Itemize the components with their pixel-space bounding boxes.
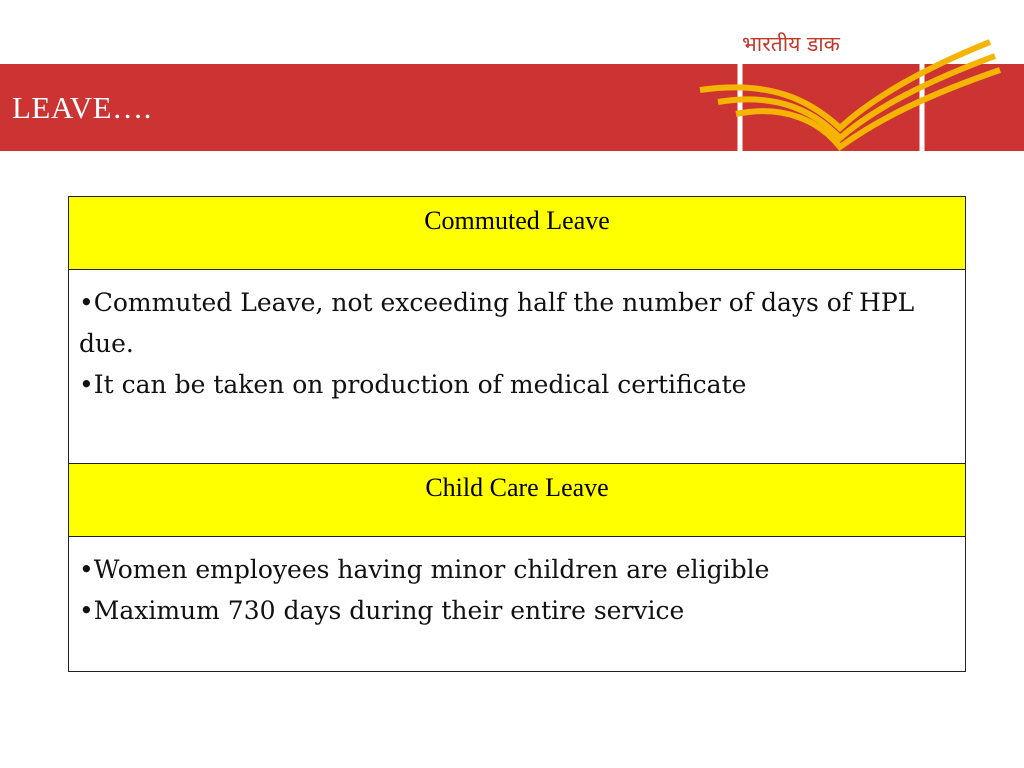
section-heading: Child Care Leave — [425, 473, 609, 502]
leave-table — [68, 196, 966, 672]
table-body-row — [69, 537, 966, 672]
header-cell — [69, 464, 966, 537]
table-body-row — [69, 270, 966, 464]
bullet-item: •Maximum 730 days during their entire service — [79, 596, 685, 625]
table-header-row — [69, 197, 966, 270]
logo-text: भारतीय डाक — [742, 32, 840, 56]
header-cell — [69, 197, 966, 270]
body-cell — [69, 270, 966, 464]
bullet-item: •Women employees having minor children are eligible — [79, 555, 770, 584]
slide-title: LEAVE…. — [12, 90, 152, 125]
body-cell — [69, 537, 966, 672]
india-post-logo-icon — [690, 30, 1010, 152]
table-header-row — [69, 464, 966, 537]
bullet-item: •Commuted Leave, not exceeding half the number of days of HPL due. — [79, 288, 915, 358]
section-heading: Commuted Leave — [424, 206, 610, 235]
bullet-item: •It can be taken on production of medical certificate — [79, 370, 747, 399]
